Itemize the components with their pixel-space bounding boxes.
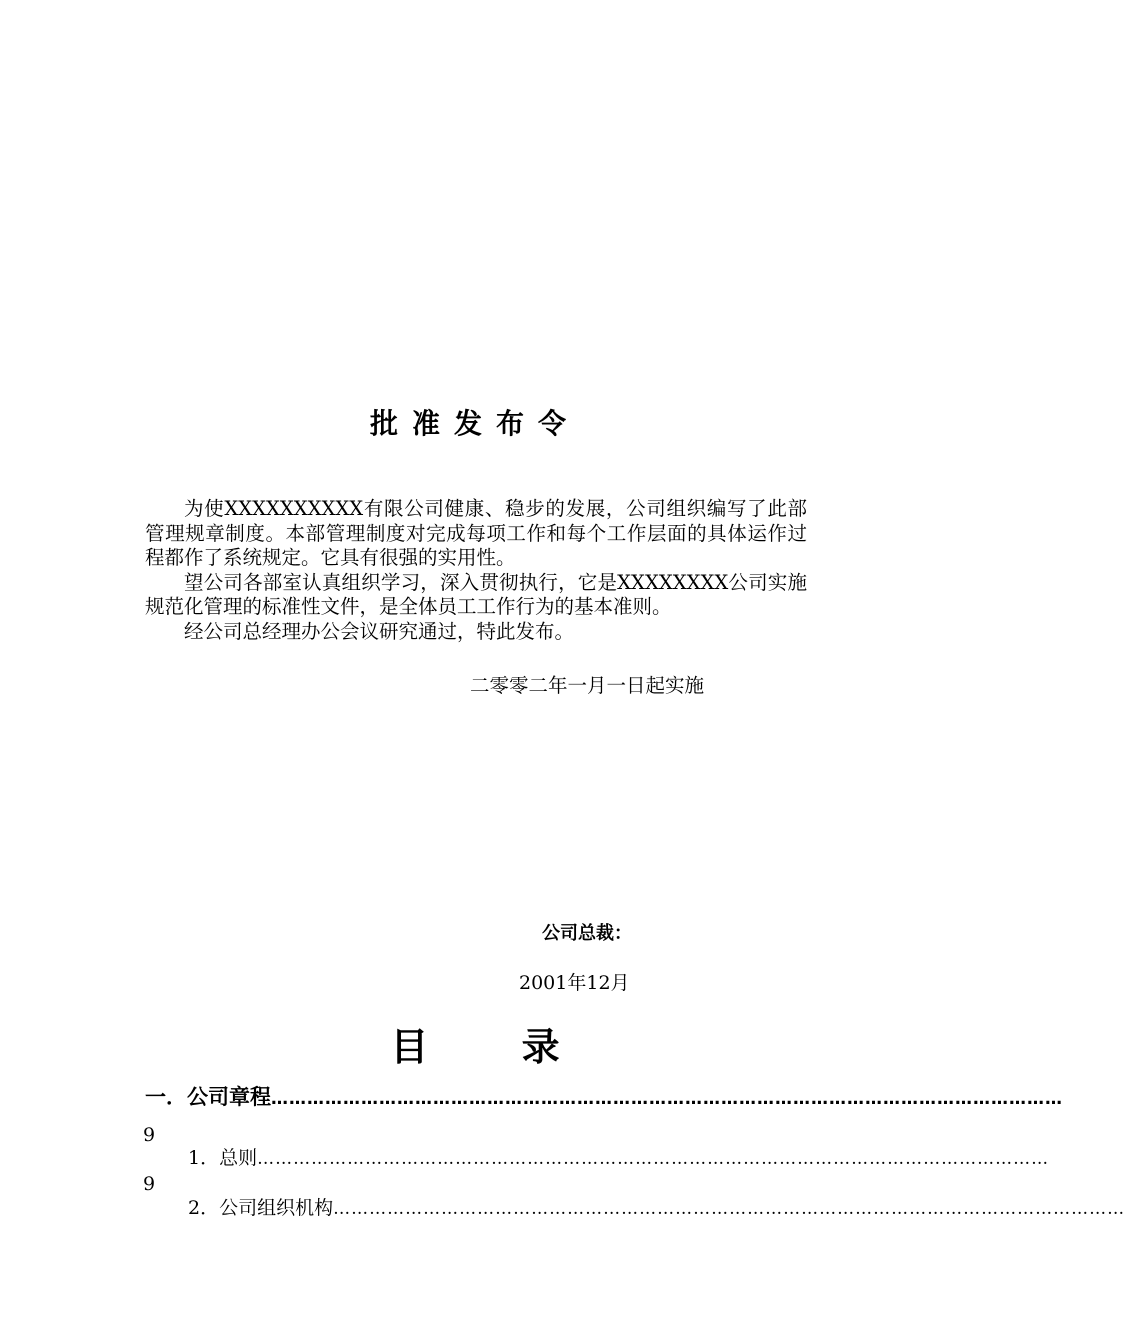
- decree-paragraph-1: 为使XXXXXXXXXX有限公司健康、稳步的发展，公司组织编写了此部管理规章制度。本部管理制度对完成每项工作和每个工作层面的具体运作过程都作了系统规定。它具有很强的实用性。: [145, 497, 807, 569]
- toc-entry-label: 一．公司章程: [145, 1085, 271, 1109]
- signature-label: 公司总裁：: [542, 923, 632, 944]
- decree-paragraph-2: 望公司各部室认真组织学习，深入贯彻执行，它是XXXXXXXX公司实施规范化管理的标准性文件，是全体员工工作行为的基本准则。: [145, 570, 807, 618]
- toc-page-number: 9: [143, 1124, 156, 1146]
- decree-paragraph-3: 经公司总经理办公会议研究通过，特此发布。: [184, 619, 575, 643]
- toc-leader-dots: ……………………………………………………………………………………………………………………: [257, 1149, 1050, 1169]
- toc-entry-organization[interactable]: [188, 1195, 1125, 1222]
- toc-heading: 目 录: [390, 1025, 600, 1069]
- toc-entry-label: 1．总则: [188, 1147, 258, 1169]
- decree-body: [145, 497, 807, 644]
- effective-date: 二零零二年一月一日起实施: [470, 674, 705, 697]
- issue-date: 2001年12月: [519, 972, 630, 994]
- toc-entry-general-provisions[interactable]: [188, 1145, 1050, 1172]
- decree-title: 批准发布令: [369, 407, 580, 440]
- toc-entry-label: 2．公司组织机构: [188, 1197, 334, 1219]
- toc-page-number: 9: [143, 1173, 156, 1195]
- toc-entry-company-charter[interactable]: [145, 1082, 1063, 1114]
- toc-leader-dots: ……………………………………………………………………………………………………………………: [333, 1199, 1125, 1219]
- toc-leader-dots: ……………………………………………………………………………………………………………………: [271, 1089, 1063, 1109]
